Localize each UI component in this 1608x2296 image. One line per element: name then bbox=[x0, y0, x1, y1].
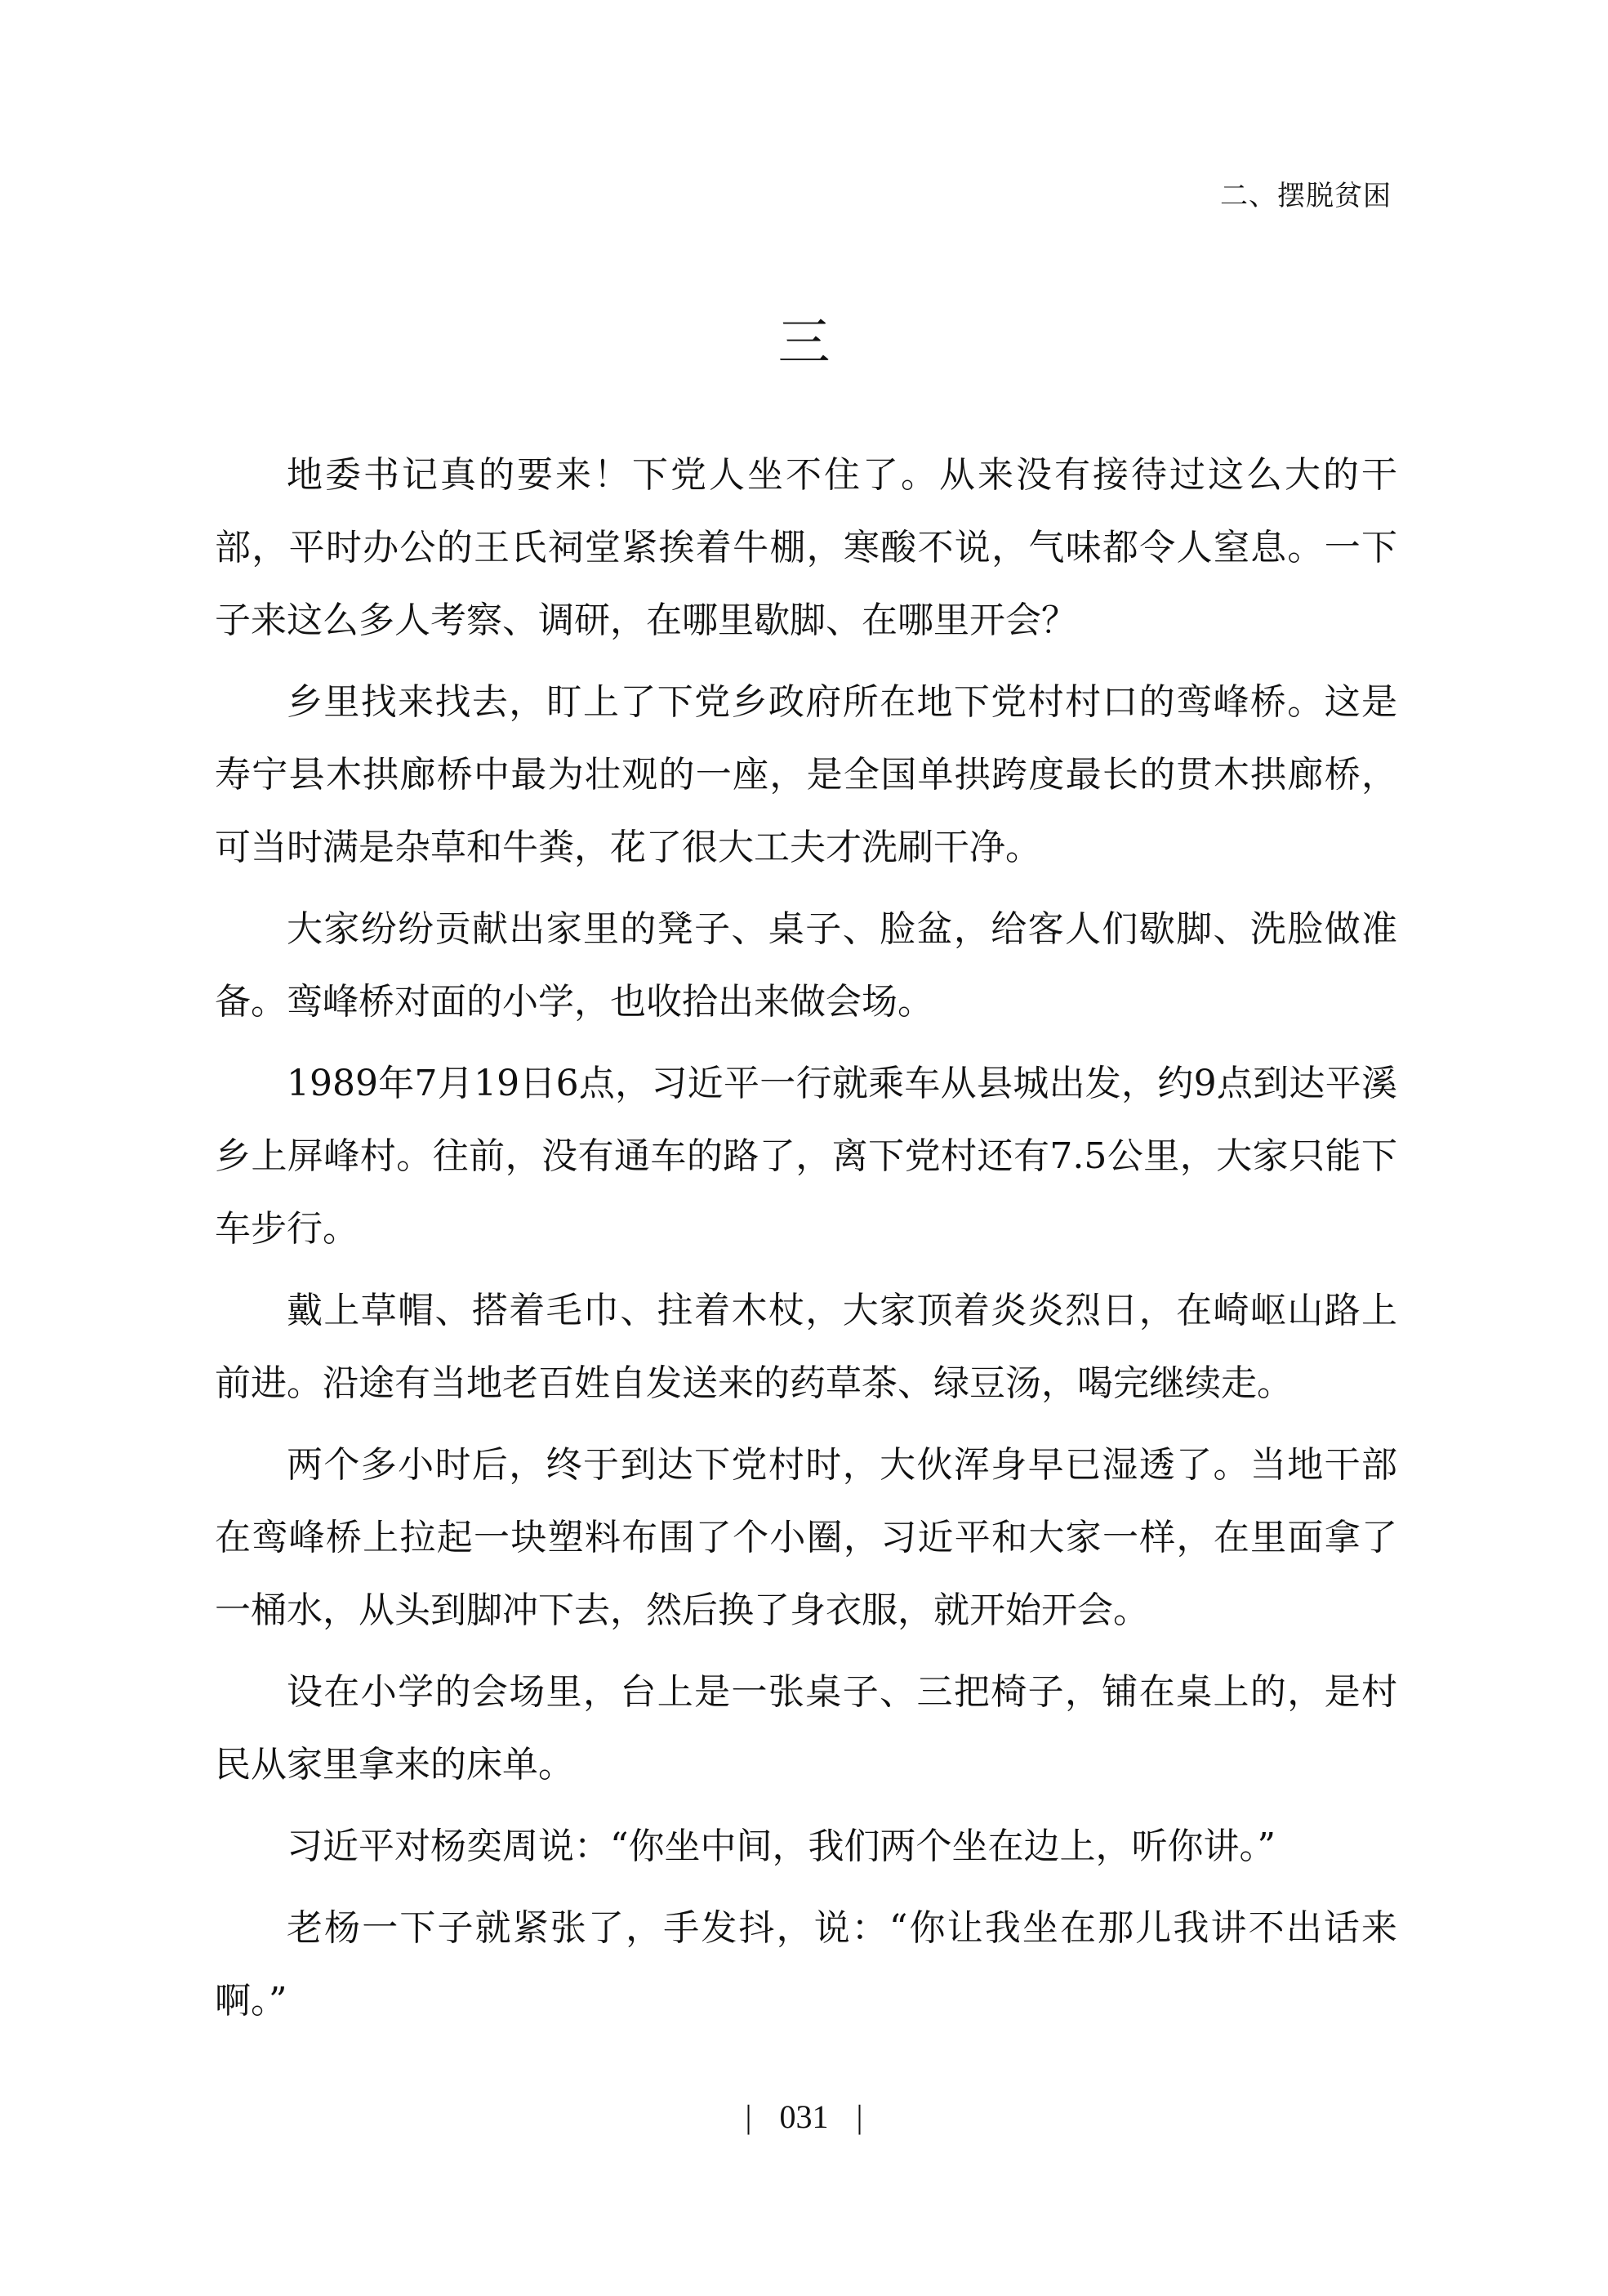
paragraph: 地委书记真的要来！下党人坐不住了。从来没有接待过这么大的干部，平时办公的王氏祠堂紧挨着牛棚，寒酸不说，气味都令人窒息。一下子来这么多人考察、调研，在哪里歇脚、在哪里开会？ bbox=[215, 454, 1397, 641]
page-number: 031 bbox=[779, 2098, 829, 2135]
chapter-number: 三 bbox=[777, 313, 831, 373]
paragraph: 老杨一下子就紧张了，手发抖，说：“你让我坐在那儿我讲不出话来啊。” bbox=[215, 1907, 1397, 2022]
paragraph: 两个多小时后，终于到达下党村时，大伙浑身早已湿透了。当地干部在鸾峰桥上拉起一块塑料布围了个小圈，习近平和大家一样，在里面拿了一桶水，从头到脚冲下去，然后换了身衣服，就开始开会。 bbox=[215, 1444, 1397, 1631]
page-footer bbox=[0, 2098, 1608, 2136]
body-text bbox=[215, 439, 1397, 2046]
paragraph: 设在小学的会场里，台上是一张桌子、三把椅子，铺在桌上的，是村民从家里拿来的床单。 bbox=[215, 1671, 1397, 1786]
running-header: 二、摆脱贫困 bbox=[1220, 180, 1392, 212]
paragraph: 乡里找来找去，盯上了下党乡政府所在地下党村村口的鸾峰桥。这是寿宁县木拱廊桥中最为壮观的一座，是全国单拱跨度最长的贯木拱廊桥，可当时满是杂草和牛粪，花了很大工夫才洗刷干净。 bbox=[215, 681, 1397, 868]
paragraph: 习近平对杨奕周说：“你坐中间，我们两个坐在边上，听你讲。” bbox=[287, 1826, 1276, 1867]
paragraph: 大家纷纷贡献出家里的凳子、桌子、脸盆，给客人们歇脚、洗脸做准备。鸾峰桥对面的小学，也收拾出来做会场。 bbox=[215, 908, 1397, 1023]
paragraph: 1989年7月19日6点，习近平一行就乘车从县城出发，约9点到达平溪乡上屏峰村。往前，没有通车的路了，离下党村还有7.5公里，大家只能下车步行。 bbox=[215, 1063, 1397, 1250]
paragraph: 戴上草帽、搭着毛巾、拄着木杖，大家顶着炎炎烈日，在崎岖山路上前进。沿途有当地老百姓自发送来的药草茶、绿豆汤，喝完继续走。 bbox=[215, 1290, 1397, 1404]
footer-divider-right: | bbox=[856, 2098, 863, 2135]
footer-divider-left: | bbox=[745, 2098, 752, 2135]
